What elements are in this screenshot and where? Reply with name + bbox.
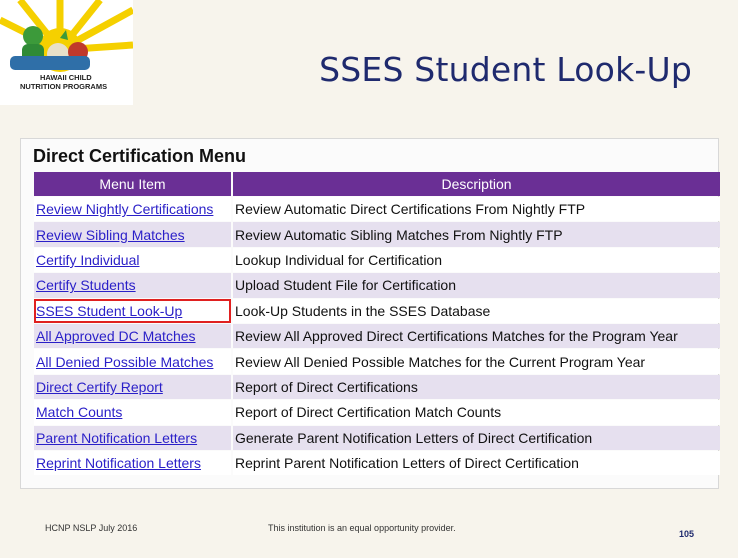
menu-link-parent-notification-letters[interactable]: Parent Notification Letters (36, 429, 198, 446)
direct-certification-menu-table (32, 171, 722, 476)
row-description: Report of Direct Certification Match Counts (233, 400, 720, 424)
menu-heading: Direct Certification Menu (33, 146, 247, 166)
row-description: Review All Approved Direct Certifications Matches for the Program Year (233, 324, 720, 348)
highlighted-menu-item (34, 299, 231, 323)
menu-link-review-sibling-matches[interactable]: Review Sibling Matches (36, 226, 185, 243)
row-description: Report of Direct Certifications (233, 375, 720, 399)
slide-title: SSES Student Look-Up (319, 50, 692, 89)
table-row (34, 400, 720, 424)
row-description: Review Automatic Direct Certifications From Nightly FTP (233, 197, 720, 221)
menu-link-reprint-notification-letters[interactable]: Reprint Notification Letters (36, 455, 201, 472)
column-header-menu-item: Menu Item (34, 172, 231, 196)
table-row (34, 324, 720, 348)
row-description: Review All Denied Possible Matches for the Current Program Year (233, 349, 720, 373)
table-row (34, 222, 720, 246)
row-description: Reprint Parent Notification Letters of Direct Certification (233, 451, 720, 475)
table-row (34, 426, 720, 450)
row-description: Review Automatic Sibling Matches From Nightly FTP (233, 222, 720, 246)
row-description: Look-Up Students in the SSES Database (233, 299, 720, 323)
table-row (34, 375, 720, 399)
menu-link-review-nightly-certifications[interactable]: Review Nightly Certifications (36, 201, 214, 218)
menu-link-certify-students[interactable]: Certify Students (36, 277, 136, 294)
table-row (34, 197, 720, 221)
column-header-description: Description (233, 172, 720, 196)
row-description: Upload Student File for Certification (233, 273, 720, 297)
table-header-row (34, 172, 720, 196)
footer-equal-opportunity-text: This institution is an equal opportunity provider. (268, 523, 456, 533)
menu-link-direct-certify-report[interactable]: Direct Certify Report (36, 378, 163, 395)
table-row (34, 273, 720, 297)
direct-certification-panel (20, 138, 719, 489)
footer-left-text: HCNP NSLP July 2016 (45, 523, 138, 533)
logo-text-line2: NUTRITION PROGRAMS (20, 82, 108, 91)
table-row (34, 299, 720, 323)
row-description: Generate Parent Notification Letters of Direct Certification (233, 426, 720, 450)
hawaii-child-nutrition-logo (0, 0, 133, 105)
menu-link-match-counts[interactable]: Match Counts (36, 404, 123, 421)
table-row (34, 349, 720, 373)
table-row (34, 248, 720, 272)
logo-text-line1: HAWAII CHILD (40, 73, 92, 82)
table-row (34, 451, 720, 475)
menu-link-all-denied-possible-matches[interactable]: All Denied Possible Matches (36, 353, 214, 370)
menu-link-sses-student-look-up[interactable]: SSES Student Look-Up (36, 302, 183, 319)
menu-link-certify-individual[interactable]: Certify Individual (36, 251, 140, 268)
page-number: 105 (679, 529, 695, 539)
row-description: Lookup Individual for Certification (233, 248, 720, 272)
menu-link-all-approved-dc-matches[interactable]: All Approved DC Matches (36, 328, 196, 345)
